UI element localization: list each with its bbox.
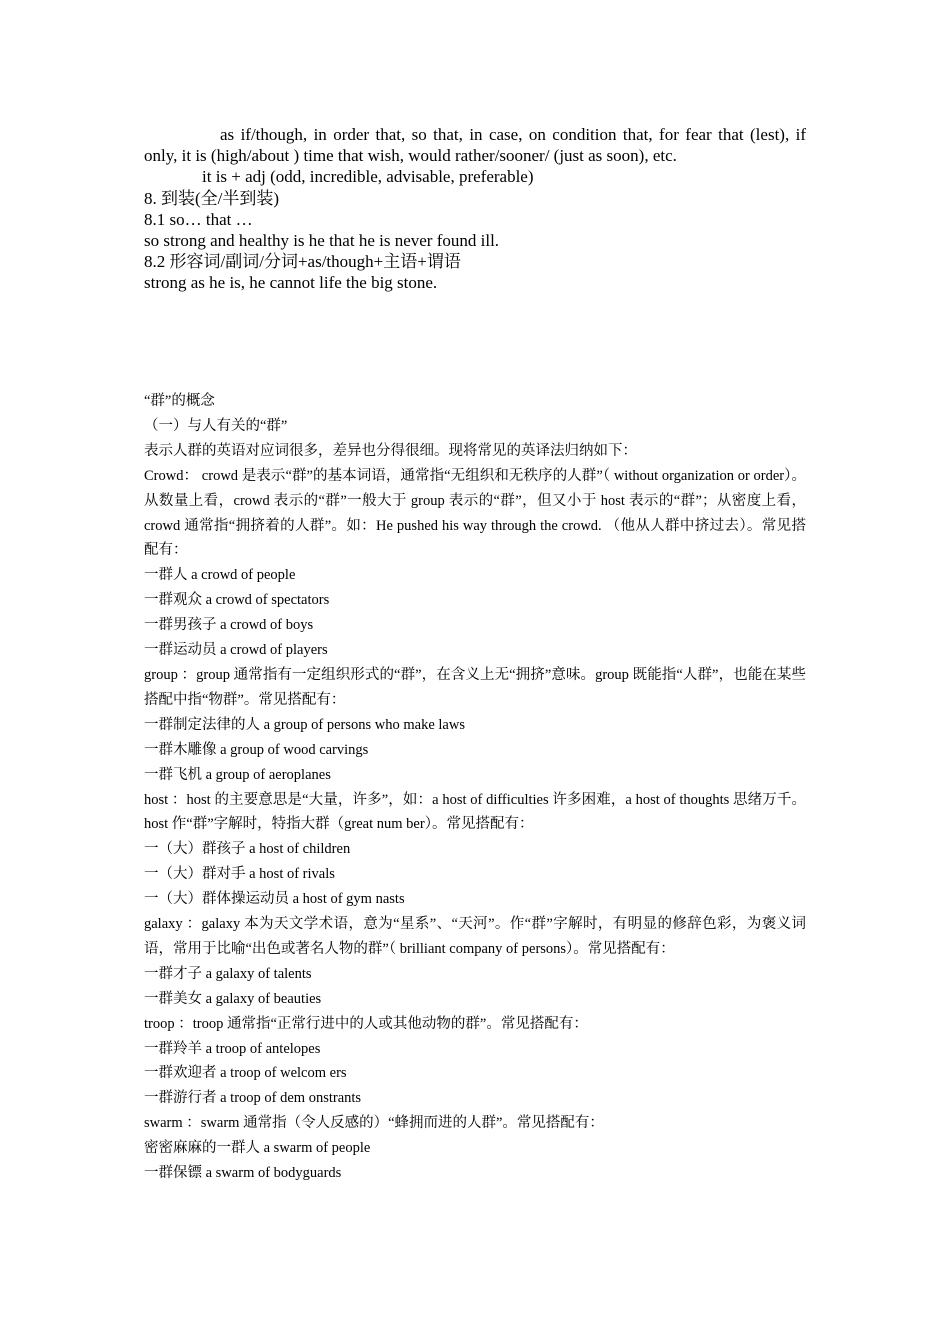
subheading-adj-as-though: 8.2 形容词/副词/分词+as/though+主语+谓语 (144, 252, 461, 272)
collocation-item: 一群人 a crowd of people (144, 567, 296, 584)
intro-paragraph: 表示人群的英语对应词很多，差异也分得很细。现将常见的英译法归纳如下： (144, 442, 637, 459)
collocation-item: 一群美女 a galaxy of beauties (144, 990, 322, 1007)
collocation-item: 一群保镖 a swarm of bodyguards (144, 1165, 342, 1182)
example-sentence: so strong and healthy is he that he is never found ill. (144, 231, 500, 251)
galaxy-paragraph: galaxy ：galaxy 本为天文学术语，意为“星系”、“天河”。作“群”字解时，有明显的修辞色彩，为褒义词语，常用于比喻“出色或著名人物的群”（ brilliant company of persons）。常见搭配有： (144, 916, 806, 957)
section-title: “群”的概念 (144, 393, 215, 409)
collocation-item: 一群游行者 a troop of dem onstrants (144, 1090, 362, 1107)
collocation-item: 一群飞机 a group of aeroplanes (144, 766, 331, 783)
collocation-item: 一（大）群体操运动员 a host of gym nasts (144, 891, 405, 908)
example-sentence: strong as he is, he cannot life the big stone. (144, 273, 438, 293)
collocation-item: 一（大）群孩子 a host of children (144, 841, 351, 858)
collocation-item: 一（大）群对手 a host of rivals (144, 866, 335, 883)
group-concept-section (144, 389, 806, 1186)
collocation-item: 一群制定法律的人 a group of persons who make laws (144, 716, 465, 733)
swarm-paragraph: swarm ：swarm 通常指（令人反感的）“蜂拥而进的人群”。常见搭配有： (144, 1115, 604, 1132)
collocation-item: 一群木雕像 a group of wood carvings (144, 741, 369, 758)
subheading-so-that: 8.1 so… that … (144, 209, 253, 229)
collocation-item: 一群男孩子 a crowd of boys (144, 617, 314, 634)
subsection-title: （一）与人有关的“群” (144, 417, 288, 434)
collocation-item: 一群才子 a galaxy of talents (144, 965, 312, 982)
conjunction-list-paragraph: as if/though, in order that, so that, in case, on condition that, for fear that (lest), if only, it is (high/about ) time that wish, would rather/sooner/ (just as soon), etc. (144, 125, 806, 166)
collocation-item: 一群羚羊 a troop of antelopes (144, 1040, 321, 1057)
crowd-paragraph: Crowd： crowd 是表示“群”的基本词语，通常指“无组织和无秩序的人群”（ without organization or order）。从数量上看，crowd 表示的“群”一般大于 group 表示的“群”，但又小于 host 表示的“群”；从密度上看，crowd 通常指“拥挤着的人群”。如：He pushed his way through the crowd. （他从人群中挤过去）。常见搭配有： (144, 467, 806, 559)
collocation-item: 一群观众 a crowd of spectators (144, 592, 330, 609)
it-is-adj-line: it is + adj (odd, incredible, advisable, preferable) (202, 167, 534, 187)
host-paragraph: host ：host 的主要意思是“大量，许多”，如：a host of difficulties 许多困难，a host of thoughts 思绪万千。host 作“群”字解时，特指大群（great num ber）。常见搭配有： (144, 791, 806, 833)
section-heading-inversion: 8. 到装(全/半到装) (144, 188, 280, 208)
troop-paragraph: troop ：troop 通常指“正常行进中的人或其他动物的群”。常见搭配有： (144, 1015, 588, 1032)
collocation-item: 一群欢迎者 a troop of welcom ers (144, 1065, 347, 1082)
collocation-item: 一群运动员 a crowd of players (144, 642, 328, 659)
group-paragraph: group ：group 通常指有一定组织形式的“群”，在含义上无“拥挤”意味。group 既能指“人群”，也能在某些搭配中指“物群”。常见搭配有： (144, 666, 806, 708)
collocation-item: 密密麻麻的一群人 a swarm of people (144, 1140, 371, 1157)
grammar-notes-section (144, 124, 806, 294)
